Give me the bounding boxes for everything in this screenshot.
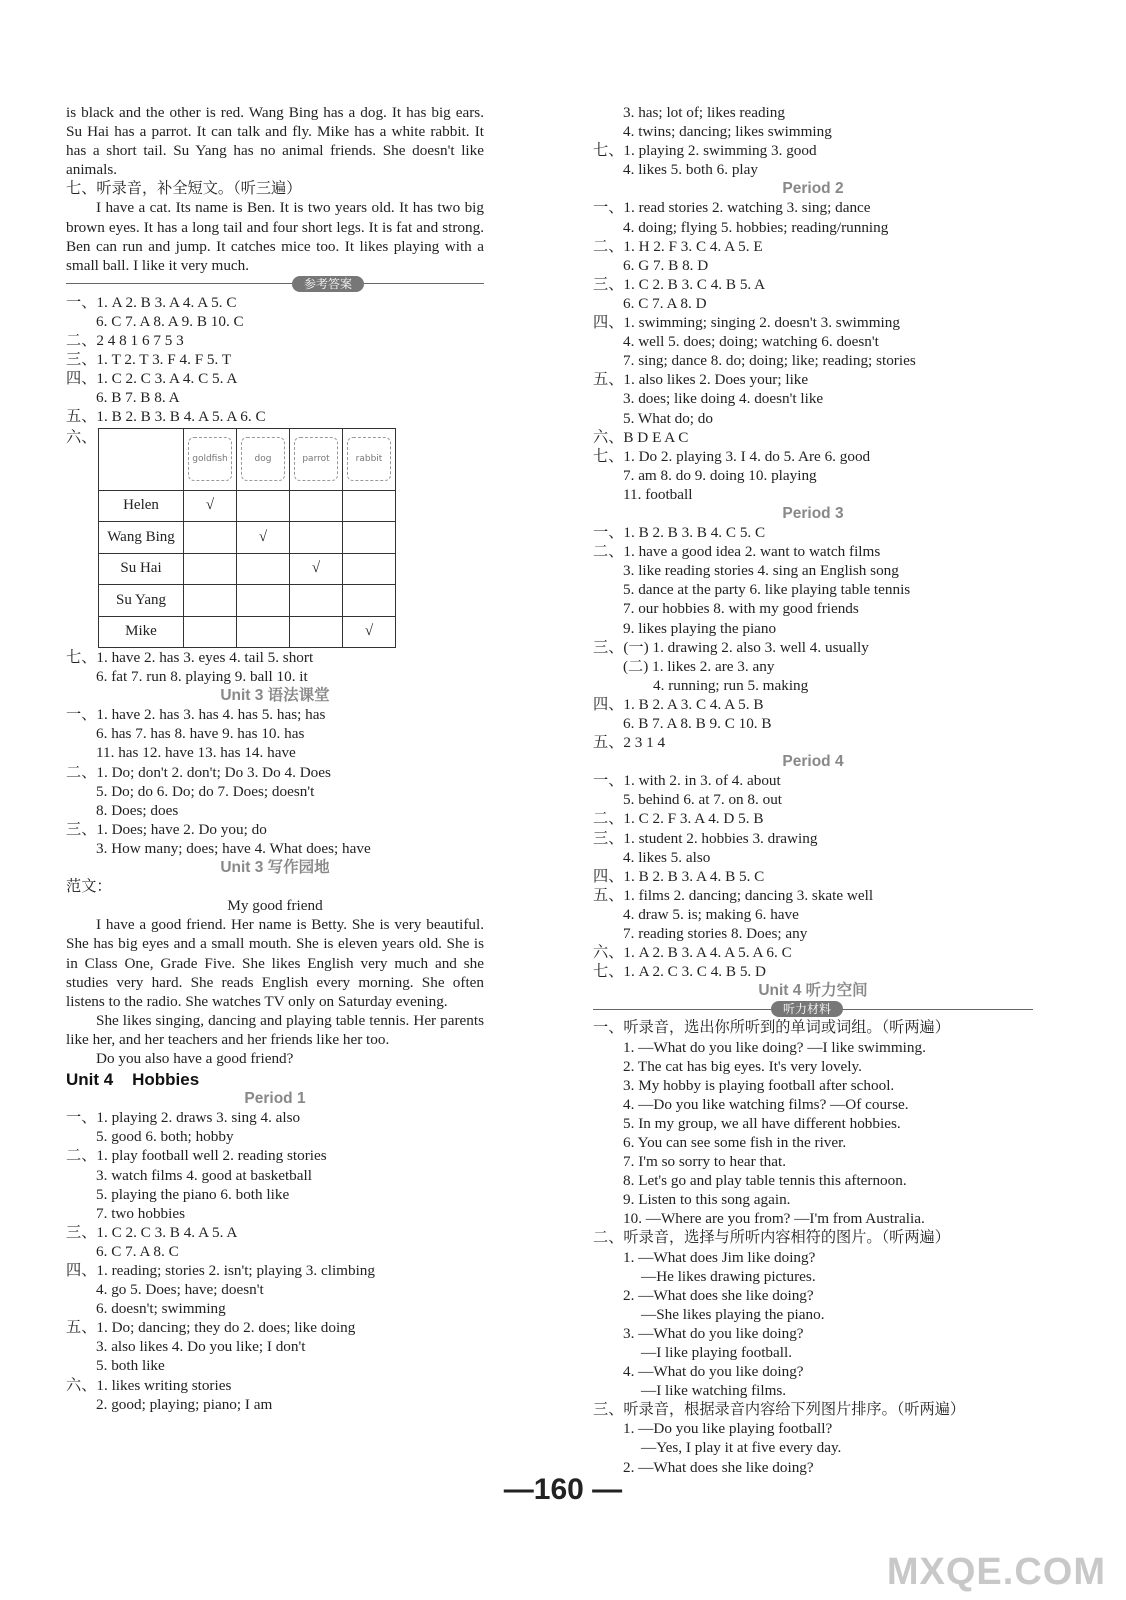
story-continuation: is black and the other is red. Wang Bing has a dog. It has big ears. Su Hai has a parrot. It can talk and fly. Mike has a white rabbit. It has a short tail. Su Yang has no animal friends. She doesn't like animals. [66,104,484,179]
answer-line: 六、 [66,428,97,446]
check-cell [343,585,396,617]
answer-line: 4. twins; dancing; likes swimming [623,123,832,141]
answer-line: 5. behind 6. at 7. on 8. out [623,791,783,809]
answer-line: 三、1. C 2. B 3. C 4. B 5. A [593,275,766,293]
answer-line: 3. does; like doing 4. doesn't like [623,390,824,408]
period-title: Period 3 [782,504,844,522]
dog-icon: dog [241,437,285,481]
answer-line: 3. also likes 4. Do you like; I don't [96,1338,306,1356]
answer-line: 4. draw 5. is; making 6. have [623,905,799,923]
table-row [99,522,396,554]
listening-passage: I have a cat. Its name is Ben. It is two years old. It has two big brown eyes. It has a long tail and four short legs. It is fat and strong. Ben can run and jump. It catches mice too. It likes playing with a small ball. I like it very much. [66,199,484,274]
answer-line: 5. playing the piano 6. both like [96,1185,290,1203]
row-name: Mike [99,616,184,648]
answer-line: 二、1. H 2. F 3. C 4. A 5. E [593,237,763,255]
check-cell [237,585,290,617]
check-cell [343,490,396,522]
answer-line: 二、1. have a good idea 2. want to watch films [593,543,881,561]
transcript-line: 3. My hobby is playing football after school. [623,1076,895,1094]
answer-line: 四、1. reading; stories 2. isn't; playing 3. climbing [66,1262,375,1279]
answer-line: 六、1. A 2. B 3. A 4. A 5. A 6. C [593,944,792,962]
answer-line: 4. well 5. does; doing; watching 6. doesn't [623,333,879,351]
section-title: Unit 3 语法课堂 [220,687,330,705]
answer-line: 11. football [623,485,693,503]
table-row [99,490,396,522]
answer-line: 5. good 6. both; hobby [96,1128,234,1146]
answer-line: 二、2 4 8 1 6 7 5 3 [66,332,184,350]
answer-line: 7. am 8. do 9. doing 10. playing [623,466,817,484]
transcript-line: 4. —Do you like watching films? —Of course. [623,1095,909,1113]
answer-line: 一、1. A 2. B 3. A 4. A 5. C [66,293,237,311]
check-cell [184,553,237,585]
answer-line: 五、1. also likes 2. Does your; like [593,371,809,389]
transcript-line: 9. Listen to this song again. [623,1191,791,1209]
answer-line: 8. Does; does [96,801,179,819]
answer-line: 一、1. B 2. B 3. B 4. C 5. C [593,524,766,542]
answer-line: 6. C 7. A 8. C [96,1242,179,1260]
row-name: Su Hai [99,553,184,585]
answer-line: (二) 1. likes 2. are 3. any [623,657,775,675]
answer-line: 6. C 7. A 8. D [623,294,707,312]
check-cell [237,490,290,522]
transcript-line: 2. —What does she like doing? [623,1458,814,1476]
answer-line: 7. our hobbies 8. with my good friends [623,600,859,618]
table-row [99,553,396,585]
transcript-line: 2. The cat has big eyes. It's very lovely. [623,1057,862,1075]
transcript-line: 10. —Where are you from? —I'm from Australia. [623,1210,925,1228]
check-cell: √ [237,522,290,554]
answer-line: 9. likes playing the piano [623,619,777,637]
answer-line: 三、1. Does; have 2. Do you; do [66,820,267,838]
answer-line: 六、B D E A C [593,428,689,446]
answer-line: 6. fat 7. run 8. playing 9. ball 10. it [96,668,308,686]
essay-paragraph: Do you also have a good friend? [96,1049,294,1067]
check-cell [290,490,343,522]
transcript-line: —I like watching films. [641,1382,787,1400]
answer-line: 5. dance at the party 6. like playing table tennis [623,581,911,599]
answer-line: 三、(一) 1. drawing 2. also 3. well 4. usually [593,638,869,656]
answer-line: 7. reading stories 8. Does; any [623,925,808,943]
right-column [593,103,1033,1477]
transcript-line: 2. —What does she like doing? [623,1286,814,1304]
transcript-line: —She likes playing the piano. [641,1305,825,1323]
answer-line: 3. watch films 4. good at basketball [96,1166,312,1184]
answer-line: 5. Do; do 6. Do; do 7. Does; doesn't [96,782,315,800]
unit-title: Unit 4 Hobbies [66,1070,200,1090]
essay-paragraph: She likes singing, dancing and playing table tennis. Her parents like her, and her teachers and her friends like her too. [66,1011,484,1048]
listening-label: 听力材料 [771,1001,843,1017]
transcript-line: 一、听录音，选出你所听到的单词或词组。（听两遍） [593,1019,950,1037]
answer-line: 二、1. C 2. F 3. A 4. D 5. B [593,810,764,828]
answer-line: 4. go 5. Does; have; doesn't [96,1281,264,1299]
parrot-icon: parrot [294,437,338,481]
sample-label: 范文： [66,878,112,896]
answer-line: 3. like reading stories 4. sing an English song [623,562,899,580]
check-cell: √ [184,490,237,522]
period-title: Period 2 [782,180,844,198]
answer-line: 4. likes 5. also [623,848,711,866]
transcript-line: 三、听录音，根据录音内容给下列图片排序。（听两遍） [593,1401,966,1419]
answer-line: 二、1. play football well 2. reading stories [66,1147,327,1165]
answer-line: 三、1. C 2. C 3. B 4. A 5. A [66,1223,238,1241]
answer-line: 七、1. Do 2. playing 3. I 4. do 5. Are 6. good [593,447,871,465]
answer-line: 6. C 7. A 8. A 9. B 10. C [96,312,244,330]
answer-line: 三、1. T 2. T 3. F 4. F 5. T [66,351,232,369]
answer-line: 四、1. C 2. C 3. A 4. C 5. A [66,370,238,388]
answer-line: 5. What do; do [623,409,713,427]
answer-line: 5. both like [96,1357,165,1375]
transcript-line: 1. —Do you like playing football? [623,1420,833,1438]
answer-line: 三、1. student 2. hobbies 3. drawing [593,829,818,847]
answers-divider [66,276,484,292]
transcript-line: —He likes drawing pictures. [641,1267,816,1285]
answer-line: 一、1. playing 2. draws 3. sing 4. also [66,1109,301,1127]
rabbit-icon: rabbit [347,437,391,481]
answer-line: 11. has 12. have 13. has 14. have [96,744,296,762]
answer-line: 五、1. B 2. B 3. B 4. A 5. A 6. C [66,408,266,426]
check-cell [290,585,343,617]
answer-line: 四、1. B 2. A 3. C 4. A 5. B [593,695,764,713]
transcript-line: —I like playing football. [641,1344,792,1361]
answer-line: 7. two hobbies [96,1204,186,1222]
answer-line: 2. good; playing; piano; I am [96,1395,273,1413]
transcript-line: 二、听录音，选择与所听内容相符的图片。（听两遍） [593,1229,950,1247]
answers-label: 参考答案 [292,276,364,292]
section-title: Unit 4 听力空间 [758,982,868,1000]
check-cell [237,553,290,585]
check-cell [343,553,396,585]
check-cell [184,585,237,617]
answer-line: 七、1. A 2. C 3. C 4. B 5. D [593,963,766,981]
transcript-line: 8. Let's go and play table tennis this afternoon. [623,1172,907,1190]
answer-line: 七、1. have 2. has 3. eyes 4. tail 5. short [66,649,314,666]
answer-line: 一、1. have 2. has 3. has 4. has 5. has; has [66,706,326,724]
check-cell [290,522,343,554]
check-cell [237,616,290,648]
transcript-line: 3. —What do you like doing? [623,1324,804,1342]
answer-line: 6. B 7. A 8. B 9. C 10. B [623,715,772,732]
listening-divider [593,1001,1033,1017]
transcript-line: 6. You can see some fish in the river. [623,1133,847,1151]
row-name: Helen [99,490,184,522]
answer-line: 五、1. films 2. dancing; dancing 3. skate well [593,886,874,904]
goldfish-icon: goldfish [188,437,232,481]
pet-table-block [66,428,484,649]
answer-line: 六、1. likes writing stories [66,1376,232,1394]
watermark: MXQE.COM [886,1551,1106,1593]
check-cell [343,522,396,554]
transcript-line: 7. I'm so sorry to hear that. [623,1153,787,1171]
transcript-line: 4. —What do you like doing? [623,1363,804,1381]
table-row [99,616,396,648]
answer-line: 七、1. playing 2. swimming 3. good [593,142,817,160]
answer-line: 4. running; run 5. making [653,676,809,694]
section-title: Unit 3 写作园地 [220,859,330,877]
period-title: Period 1 [244,1090,306,1108]
transcript-line: 5. In my group, we all have different hobbies. [623,1114,901,1132]
answer-line: 6. B 7. B 8. A [96,389,180,407]
answer-line: 四、1. B 2. B 3. A 4. B 5. C [593,867,765,885]
pet-table [98,428,396,649]
answer-line: 四、1. swimming; singing 2. doesn't 3. swimming [593,314,900,332]
answer-line: 二、1. Do; don't 2. don't; Do 3. Do 4. Does [66,763,331,781]
row-name: Su Yang [99,585,184,617]
answer-line: 4. likes 5. both 6. play [623,161,758,179]
page-number: —160 — [503,1473,623,1506]
answer-line: 3. has; lot of; likes reading [623,104,785,121]
left-column [66,103,484,1414]
period-title: Period 4 [782,753,844,771]
check-cell [290,616,343,648]
transcript-line: 1. —What do you like doing? —I like swimming. [623,1038,926,1056]
answer-line: 一、1. read stories 2. watching 3. sing; dance [593,199,871,217]
table-corner [99,428,184,490]
check-cell [184,522,237,554]
check-cell [184,616,237,648]
answer-line: 3. How many; does; have 4. What does; have [96,839,371,857]
answer-line: 一、1. with 2. in 3. of 4. about [593,772,781,790]
table-row [99,585,396,617]
check-cell: √ [343,616,396,648]
answer-line: 6. doesn't; swimming [96,1300,226,1318]
answer-line: 五、1. Do; dancing; they do 2. does; like doing [66,1319,356,1337]
transcript-line: 1. —What does Jim like doing? [623,1248,816,1266]
transcript-line: —Yes, I play it at five every day. [641,1439,842,1457]
answer-line: 4. doing; flying 5. hobbies; reading/running [623,218,889,236]
answer-line: 五、2 3 1 4 [593,734,666,752]
essay-paragraph: I have a good friend. Her name is Betty. She is very beautiful. She has big eyes and a small mouth. She is eleven years old. She is in Class One, Grade Five. She likes English very much and she studies very hard. She reads English every morning. She often listens to the radio. She watches TV only on Saturday evening. [66,916,484,1010]
answer-line: 6. G 7. B 8. D [623,256,709,274]
row-name: Wang Bing [99,522,184,554]
answer-line: 7. sing; dance 8. do; doing; like; reading; stories [623,352,916,370]
question-heading: 七、听录音，补全短文。（听三遍） [66,180,302,198]
essay-title: My good friend [227,897,323,915]
answer-line: 6. has 7. has 8. have 9. has 10. has [96,725,305,743]
check-cell: √ [290,553,343,585]
